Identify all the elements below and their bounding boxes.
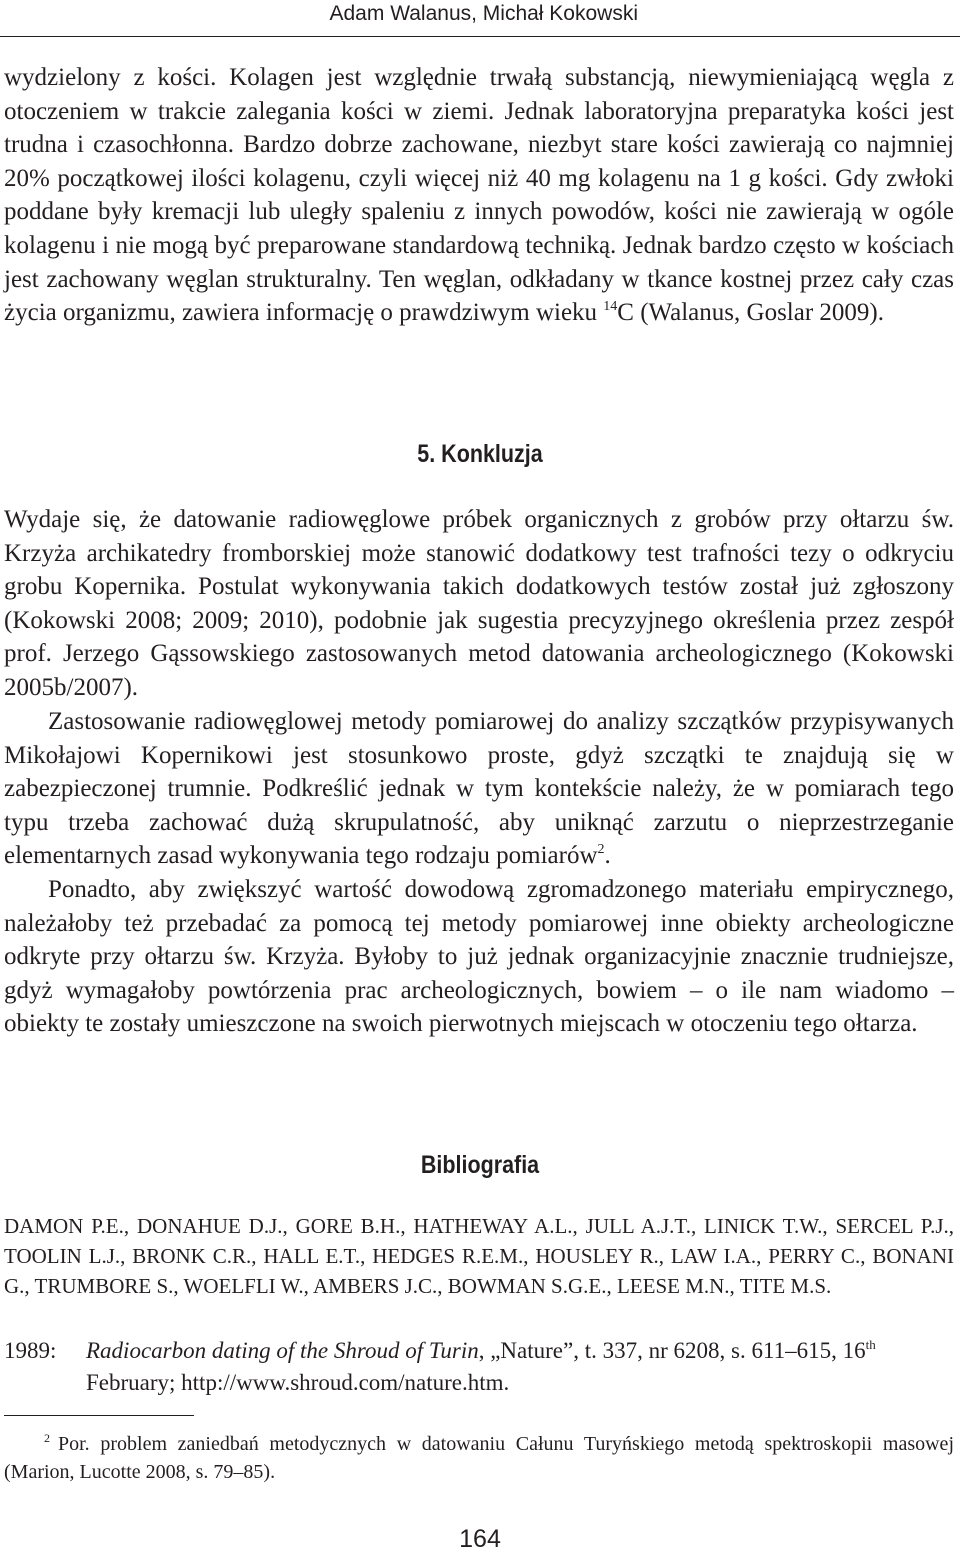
page-number: 164 [459,1525,501,1553]
paragraph-conclusion: Wydaje się, że datowanie radiowęglowe próbek organicznych z grobów przy ołtarzu św. Krzyża archikatedry fromborskiej może stanowić dodatkowy test trafności tezy o odkryciu grobu Kopernika. Postulat wykonywania takich dodatkowych testów został już zgłoszony (Kokowski 2008; 2009; 2010), podobnie jak sugestia precyzyjnego określenia przez zespół prof. Jerzego Gąssowskiego zastosowanych metod datowania archeologicznego (Kokowski 2005b/2007). [4,506,954,701]
bibliography-authors: DAMON P.E., DONAHUE D.J., GORE B.H., HATHEWAY A.L., JULL A.J.T., LINICK T.W., SERCEL P.J., TOOLIN L.J., BRONK C.R., HALL E.T., HEDGES R.E.M., HOUSLEY R., LAW I.A., PERRY C., BONANI G., TRUMBORE S., WOELFLI W., AMBERS J.C., BOWMAN S.G.E., LEESE M.N., TITE M.S. [4,1214,954,1298]
paragraph-further-research: Ponadto, aby zwiększyć wartość dowodową zgromadzonego materiału empirycznego, należałoby też przebadać za pomocą tej metody pomiarowej inne obiekty archeologiczne odkryte przy ołtarzu św. Krzyża. Byłoby to już jednak organizacyjnie znacznie trudniejsze, gdyż wymagałoby powtórzenia prac archeologicznych, bowiem – o ile nam wiadomo – obiekty te zostały umieszczone na swoich pierwotnych miejscach w otoczeniu tego ołtarza. [4,876,954,1038]
isotope-superscript: 14 [603,299,618,315]
bibliography-url: February; http://www.shroud.com/nature.htm. [86,1370,510,1395]
paragraph-radiocarbon-method [4,705,954,873]
footnote [4,1430,954,1486]
footnote-reference: 2 [597,842,605,858]
footnote-text: Por. problem zaniedbań metodycznych w datowaniu Całunu Turyńskiego metodą spektroskopii masowej (Marion, Lucotte 2008, s. 79–85). [4,1433,954,1483]
paragraph-collagen-end: C (Walanus, Goslar 2009). [617,299,884,327]
section-heading-konkluzja: 5. Konkluzja [417,440,543,468]
bibliography-entry [4,1335,954,1399]
bibliography-title: Radiocarbon dating of the Shroud of Turin [86,1338,479,1363]
header-rule [0,36,960,37]
paragraph-collagen-text: wydzielony z kości. Kolagen jest względnie trwałą substancją, niewymieniającą węgla z otoczeniem w trakcie zalegania kości w ziemi. Jednak laboratoryjna preparatyka kości jest trudna i czasochłonna. Bardzo dobrze zachowane, niezbyt stare kości zawierają co najmniej 20% początkowej ilości kolagenu, czyli więcej niż 40 mg kolagenu na 1 g kości. Gdy zwłoki poddane były kremacji lub uległy spaleniu z innych powodów, kości nie zawierają w ogóle kolagenu i nie mogą być preparowane standardową techniką. Jednak bardzo często w kościach jest zachowany węglan strukturalny. Ten węglan, odkładany w tkance kostnej przez cały czas życia organizmu, zawiera informację o prawdziwym wieku [4,64,954,327]
ordinal-superscript: th [865,1337,876,1352]
bibliography-year: 1989: [4,1338,57,1363]
paragraph-radiocarbon-end: . [604,842,611,870]
paragraph-radiocarbon-text: Zastosowanie radiowęglowej metody pomiarowej do analizy szczątków przypisywanych Mikołajowi Kopernikowi jest stosunkowo proste, gdyż szczątki te znajdują się w zabezpieczonej trumnie. Podkreślić jednak w tym kontekście należy, że w pomiarach tego typu trzeba zachować dużą skrupulatność, aby uniknąć zarzutu o nieprzestrzeganie elementarnych zasad wykonywania tego rodzaju pomiarów [4,708,954,870]
bibliography-source: , „Nature”, t. 337, nr 6208, s. 611–615, 16 [478,1338,866,1363]
section-heading-bibliografia: Bibliografia [420,1151,540,1179]
paragraph-collagen [4,61,954,330]
footnote-rule [4,1415,194,1416]
footnote-mark: 2 [44,1431,50,1445]
running-head: Adam Walanus, Michał Kokowski [329,2,638,25]
